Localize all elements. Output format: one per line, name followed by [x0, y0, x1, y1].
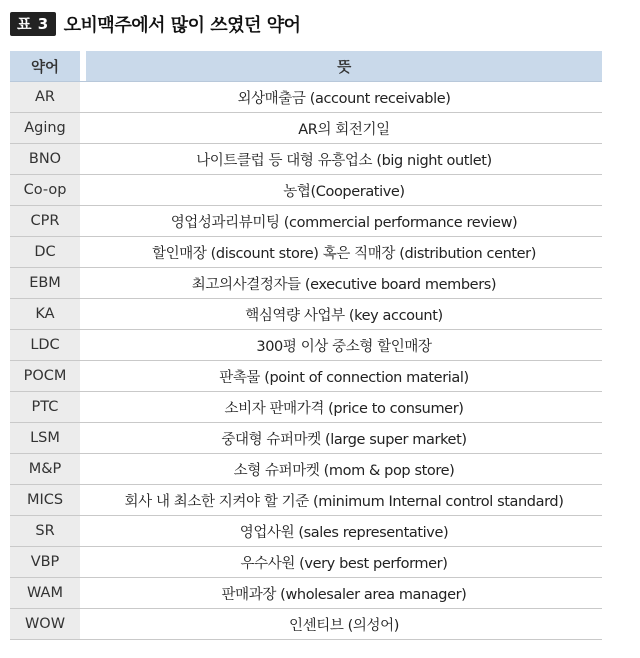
meaning-cell: 농협(Cooperative): [86, 175, 602, 205]
table-row: [10, 113, 602, 144]
meaning-cell: 영업성과리뷰미팅 (commercial performance review): [86, 206, 602, 236]
abbreviation-cell: WOW: [10, 609, 80, 639]
table-body: [10, 82, 602, 640]
abbreviation-cell: MICS: [10, 485, 80, 515]
table-row: [10, 299, 602, 330]
table-row: [10, 454, 602, 485]
table-row: [10, 206, 602, 237]
table-header-row: [10, 51, 602, 82]
meaning-cell: 300평 이상 중소형 할인매장: [86, 330, 602, 360]
table-row: [10, 237, 602, 268]
abbreviation-cell: PTC: [10, 392, 80, 422]
meaning-cell: 판촉물 (point of connection material): [86, 361, 602, 391]
table-title: 오비맥주에서 많이 쓰였던 약어: [63, 15, 301, 36]
abbreviation-table: [10, 51, 602, 640]
table-row: [10, 485, 602, 516]
table-row: [10, 392, 602, 423]
abbreviation-cell: Co-op: [10, 175, 80, 205]
meaning-cell: 판매과장 (wholesaler area manager): [86, 578, 602, 608]
meaning-cell: 우수사원 (very best performer): [86, 547, 602, 577]
meaning-cell: 나이트클럽 등 대형 유흥업소 (big night outlet): [86, 144, 602, 174]
abbreviation-cell: AR: [10, 82, 80, 112]
abbreviation-cell: VBP: [10, 547, 80, 577]
abbreviation-cell: SR: [10, 516, 80, 546]
abbreviation-cell: M&P: [10, 454, 80, 484]
abbreviation-cell: WAM: [10, 578, 80, 608]
abbreviation-cell: DC: [10, 237, 80, 267]
header-meaning: 뜻: [86, 51, 602, 81]
table-row: [10, 144, 602, 175]
table-row: [10, 175, 602, 206]
meaning-cell: 핵심역량 사업부 (key account): [86, 299, 602, 329]
meaning-cell: 인센티브 (의성어): [86, 609, 602, 639]
meaning-cell: 중대형 슈퍼마켓 (large super market): [86, 423, 602, 453]
table-row: [10, 547, 602, 578]
table-row: [10, 423, 602, 454]
abbreviation-cell: BNO: [10, 144, 80, 174]
meaning-cell: 영업사원 (sales representative): [86, 516, 602, 546]
table-row: [10, 609, 602, 640]
table-row: [10, 578, 602, 609]
abbreviation-cell: Aging: [10, 113, 80, 143]
meaning-cell: 최고의사결정자들 (executive board members): [86, 268, 602, 298]
abbreviation-cell: LSM: [10, 423, 80, 453]
meaning-cell: 할인매장 (discount store) 혹은 직매장 (distribution center): [86, 237, 602, 267]
meaning-cell: 소형 슈퍼마켓 (mom & pop store): [86, 454, 602, 484]
table-number-badge: 표 3: [10, 12, 56, 36]
meaning-cell: 회사 내 최소한 지켜야 할 기준 (minimum Internal control standard): [86, 485, 602, 515]
abbreviation-cell: KA: [10, 299, 80, 329]
meaning-cell: 소비자 판매가격 (price to consumer): [86, 392, 602, 422]
abbreviation-cell: LDC: [10, 330, 80, 360]
table-row: [10, 361, 602, 392]
table-row: [10, 516, 602, 547]
table-row: [10, 82, 602, 113]
meaning-cell: 외상매출금 (account receivable): [86, 82, 602, 112]
abbreviation-cell: POCM: [10, 361, 80, 391]
header-abbreviation: 약어: [10, 51, 80, 81]
abbreviation-cell: EBM: [10, 268, 80, 298]
abbreviation-cell: CPR: [10, 206, 80, 236]
meaning-cell: AR의 회전기일: [86, 113, 602, 143]
table-row: [10, 330, 602, 361]
table-row: [10, 268, 602, 299]
table-caption: [10, 8, 301, 40]
